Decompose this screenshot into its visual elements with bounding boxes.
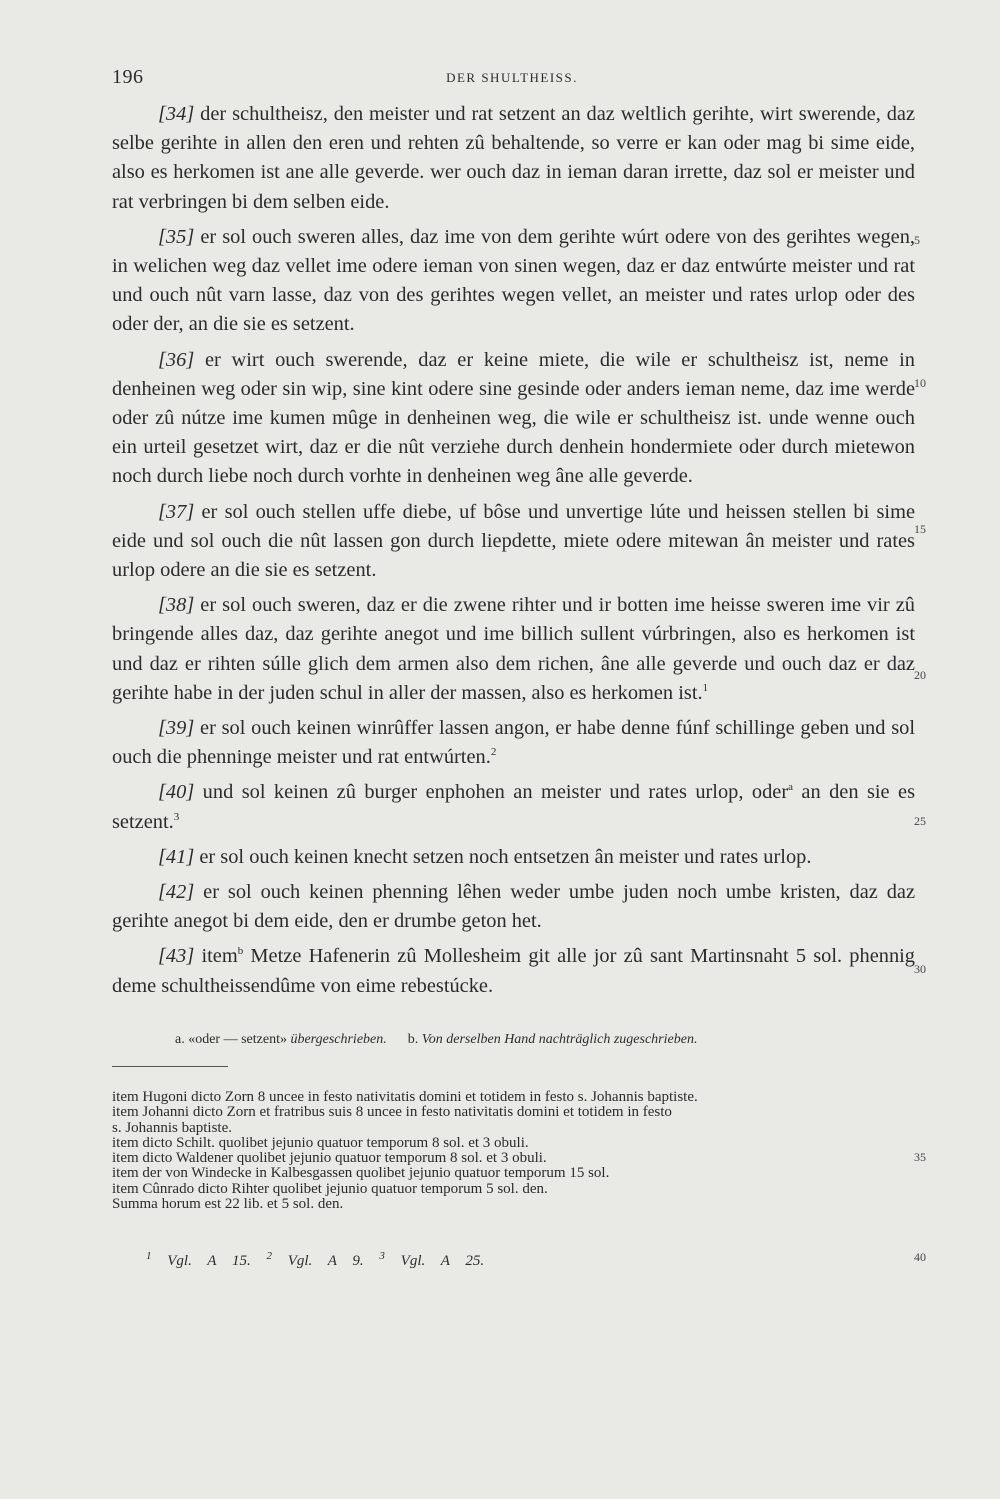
line-number: 35 xyxy=(914,1150,926,1164)
paragraph-36 xyxy=(112,346,915,492)
paragraph-34 xyxy=(112,100,915,217)
page-number: 196 xyxy=(112,66,144,88)
lower-line: item dicto Waldener quolibet jejunio quatuor temporum 8 sol. et 3 obuli. xyxy=(112,1150,547,1167)
note-a-text: «oder — setzent» xyxy=(188,1032,287,1047)
footnote-references xyxy=(146,1250,485,1270)
paragraph-number: [40] xyxy=(158,781,195,804)
paragraph-number: [36] xyxy=(158,348,195,371)
footnote-ref: $^1$ Vgl. A 15. xyxy=(146,1250,251,1269)
paragraph-text: er sol ouch sweren alles, daz ime von dem gerihte wúrt odere von des gerihtes wegen, in welichen weg daz vellet ime odere ieman von sinen wegen, daz er daz entwúrte meister und rat und ouch nût varn lasse, daz von des gerihtes wegen vellet, an meister und rates urlop oder des oder der, an die sie es setzent. xyxy=(112,225,915,336)
paragraph-text: er wirt ouch swerende, daz er keine miete, die wile er schultheisz ist, neme in denheinen weg oder sin wip, sine kint odere sine gesinde oder anders ieman neme, daz ime werde oder zû nútze ime kumen mûge in denheinen weg, die wile er schultheisz ist. unde wenne ouch ein urteil gesetzet wirt, daz er die nût verziehe durch denhein hondermiete oder durch mietewon noch durch liebe noch durch vorhte in denheinen weg âne alle geverde. xyxy=(112,348,915,488)
paragraph-number: [37] xyxy=(158,500,195,523)
line-number: 20 xyxy=(914,668,926,682)
line-number: 30 xyxy=(914,962,926,976)
line-number: 15 xyxy=(914,522,926,536)
paragraph-42 xyxy=(112,878,915,936)
note-a-italic: übergeschrieben. xyxy=(290,1032,387,1047)
paragraph-43 xyxy=(112,942,915,1000)
lower-line: Summa horum est 22 lib. et 5 sol. den. xyxy=(112,1196,344,1213)
note-a-label: a. xyxy=(175,1032,185,1047)
footnote-ref: $^2$ Vgl. A 9. xyxy=(266,1250,364,1269)
paragraph-number: [42] xyxy=(158,881,195,904)
line-number: 10 xyxy=(914,376,926,390)
line-number: 5 xyxy=(914,233,920,247)
paragraph-number: [43] xyxy=(158,945,195,968)
lower-line: item Hugoni dicto Zorn 8 uncee in festo nativitatis domini et totidem in festo s. Johannis baptiste. xyxy=(112,1089,698,1105)
lower-line: item Johanni dicto Zorn et fratribus suis 8 uncee in festo nativitatis domini et totidem in festo xyxy=(112,1104,672,1121)
footnote-rule xyxy=(112,1066,228,1067)
paragraph-text-cont: Metze Hafenerin zû Mollesheim git alle jor zû sant Martinsnaht 5 sol. phennig deme schultheissendûme von eime rebestúcke. xyxy=(112,945,916,997)
line-number: 40 xyxy=(914,1250,926,1264)
paragraph-text: er sol ouch stellen uffe diebe, uf bôse und unvertige lúte und heissen stellen bi sime eide und sol ouch die nût lassen gon durch liepdette, miete odere mitewan ân meister und rates urlop odere an die sie es setzent. xyxy=(112,500,915,582)
paragraph-text: er sol ouch keinen winrûffer lassen angon, er habe denne fúnf schillinge geben und sol ouch die phenninge meister und rat entwúrten. xyxy=(112,717,915,769)
paragraph-40 xyxy=(112,778,915,836)
footnote-ref: $^3$ Vgl. A 25. xyxy=(379,1250,485,1269)
main-text xyxy=(112,100,915,1007)
paragraph-37 xyxy=(112,498,915,586)
paragraph-number: [34] xyxy=(158,103,195,125)
lower-line: item der von Windecke in Kalbesgassen quolibet jejunio quatuor temporum 15 sol. xyxy=(112,1165,610,1182)
lower-line: item Cûnrado dicto Rihter quolibet jejunio quatuor temporum 5 sol. den. xyxy=(112,1180,548,1197)
paragraph-number: [38] xyxy=(158,594,195,617)
note-marker: b xyxy=(237,945,244,958)
page-header xyxy=(112,66,912,90)
paragraph-number: [41] xyxy=(158,845,195,868)
paragraph-text: und sol keinen zû burger enphohen an meister und rates urlop, oder xyxy=(194,781,789,804)
paragraph-text: er sol ouch keinen knecht setzen noch entsetzen ân meister und rates urlop. xyxy=(194,845,812,868)
paragraph-39 xyxy=(112,714,915,772)
paragraph-38 xyxy=(112,591,915,708)
paragraph-35 xyxy=(112,223,915,340)
line-number: 25 xyxy=(914,814,926,828)
paragraph-text: der schultheisz, den meister und rat setzent an daz weltlich gerihte, wirt swerende, daz selbe gerihte in allen den eren und rehten zû behaltende, so verre er kan oder mag bi sime eide, also es herkomen ist ane alle geverde. wer ouch daz in ieman daran irrette, daz sol er meister und rat verbringen bi dem selben eide. xyxy=(112,103,915,213)
lower-line: item dicto Schilt. quolibet jejunio quatuor temporum 8 sol. et 3 obuli. xyxy=(112,1134,529,1151)
lower-line: s. Johannis baptiste. xyxy=(112,1119,232,1136)
footnote-marker: 3 xyxy=(173,810,180,823)
paragraph-number: [35] xyxy=(158,225,195,248)
paragraph-text: er sol ouch keinen phenning lêhen weder umbe juden noch umbe kristen, daz daz gerihte anegot bi dem eide, den er drumbe geton het. xyxy=(112,881,915,933)
paragraph-number: [39] xyxy=(158,717,195,740)
paragraph-41 xyxy=(112,843,915,872)
textual-notes xyxy=(175,1032,935,1048)
running-head: DER SHULTHEISS. xyxy=(446,70,578,85)
note-b-label: b. xyxy=(407,1032,419,1047)
paragraph-text-cont: an den sie es setzent. xyxy=(112,781,915,833)
lower-text-block xyxy=(112,1090,912,1212)
footnote-marker: 2 xyxy=(490,746,497,759)
paragraph-text: item xyxy=(194,945,238,968)
note-b-italic: Von derselben Hand nachträglich zugeschrieben. xyxy=(421,1032,698,1047)
note-marker: a xyxy=(788,781,793,794)
paragraph-text: er sol ouch sweren, daz er die zwene rihter und ir botten ime heisse sweren ime vir zû bringende alles daz, daz gerihte anegot und ime billich sullent vúrbringen, also es herkomen ist und daz er rihten súlle glich dem armen also dem richen, âne alle geverde und ouch daz er daz gerihte habe in der juden schul in aller der massen, also es herkomen ist. xyxy=(112,594,915,704)
footnote-marker: 1 xyxy=(702,682,709,695)
